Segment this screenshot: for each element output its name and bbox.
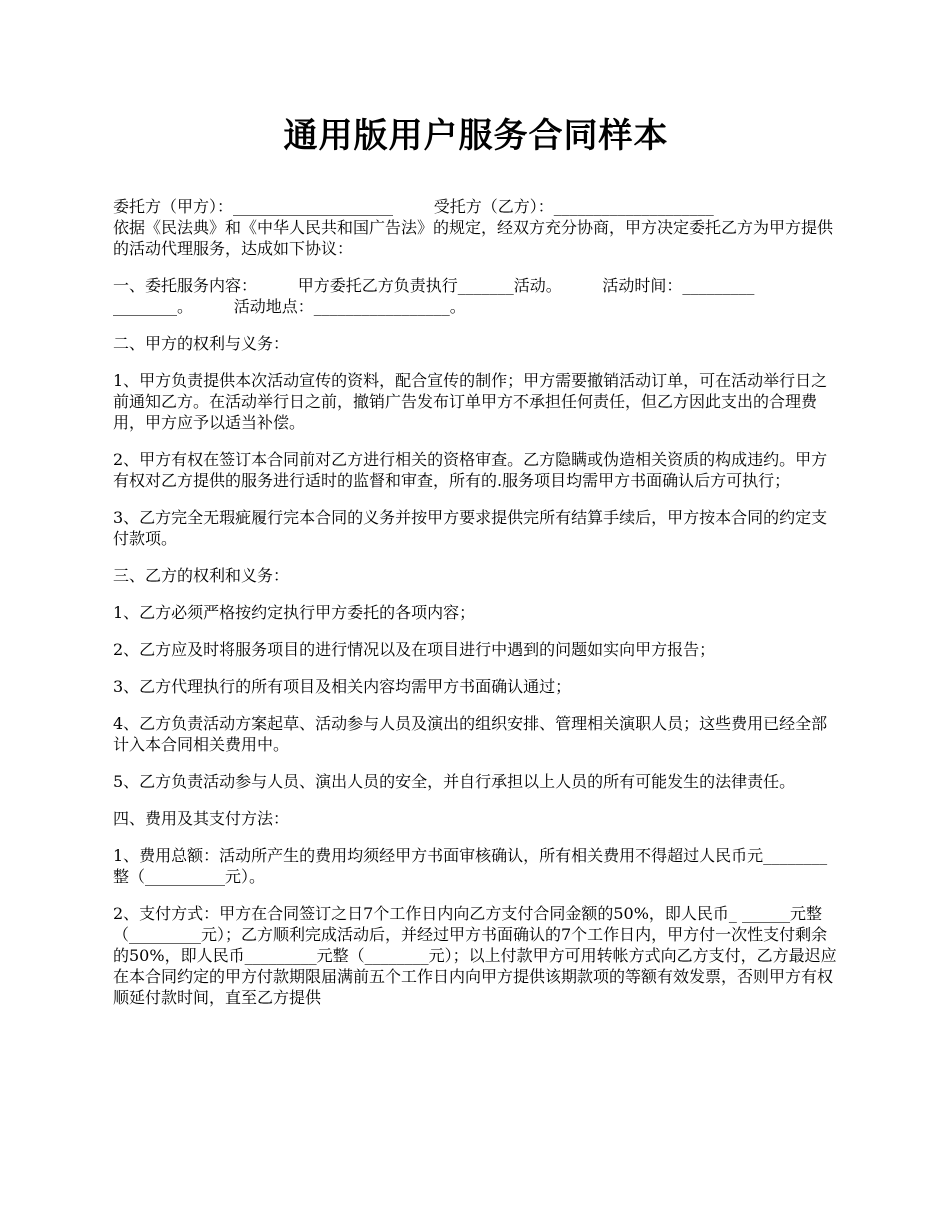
- section-4-item-2: 2、支付方式：甲方在合同签订之日7个工作日内向乙方支付合同金额的50%，即人民币_ ______元整（_________元）；乙方顺利完成活动后，并经过甲方书面确认的7个工作日内，甲方付一次性支付剩余的50%，即人民币_________元整（________元）；以上付款甲方可用转帐方式向乙方支付，乙方最迟应在本合同约定的甲方付款期限届满前五个工作日内向甲方提供该期款项的等额有效发票，否则甲方有权顺延付款时间，直至乙方提供: [113, 904, 837, 1007]
- section-2-item-1: 1、甲方负责提供本次活动宣传的资料，配合宣传的制作；甲方需要撤销活动订单，可在活动举行日之前通知乙方。在活动举行日之前，撤销广告发布订单甲方不承担任何责任，但乙方因此支出的合理费用，甲方应予以适当补偿。: [113, 371, 828, 432]
- section-2-heading: 二、甲方的权利与义务：: [113, 334, 290, 353]
- section-3-item-3: 3、乙方代理执行的所有项目及相关内容均需甲方书面确认通过；: [113, 677, 572, 696]
- section-3-item-2: 2、乙方应及时将服务项目的进行情况以及在项目进行中遇到的问题如实向甲方报告；: [113, 640, 716, 659]
- section-1-service-content: 一、委托服务内容： 甲方委托乙方负责执行_______活动。 活动时间：_________ ________。 活动地点：_________________。: [113, 276, 760, 316]
- document-title: 通用版用户服务合同样本: [283, 116, 669, 156]
- preamble-paragraph: 依据《民法典》和《中华人民共和国广告法》的规定，经双方充分协商，甲方决定委托乙方为甲方提供的活动代理服务，达成如下协议：: [113, 218, 834, 258]
- section-4-heading: 四、费用及其支付方法：: [113, 809, 290, 828]
- section-3-heading: 三、乙方的权利和义务：: [113, 566, 290, 585]
- document-page: [113, 110, 839, 1024]
- section-2-item-3: 3、乙方完全无瑕疵履行完本合同的义务并按甲方要求提供完所有结算手续后，甲方按本合同的约定支付款项。: [113, 508, 828, 548]
- section-3-item-1: 1、乙方必须严格按约定执行甲方委托的各项内容；: [113, 603, 476, 622]
- section-3-item-5: 5、乙方负责活动参与人员、演出人员的安全，并自行承担以上人员的所有可能发生的法律责任。: [113, 772, 796, 791]
- section-4-item-1: 1、费用总额：活动所产生的费用均须经甲方书面审核确认，所有相关费用不得超过人民币元________整（__________元）。: [113, 846, 828, 886]
- section-3-item-4: 4、乙方负责活动方案起草、活动参与人员及演出的组织安排、管理相关演职人员；这些费用已经全部计入本合同相关费用中。: [113, 714, 828, 754]
- section-2-item-2: 2、甲方有权在签订本合同前对乙方进行相关的资格审查。乙方隐瞒或伪造相关资质的构成违约。甲方有权对乙方提供的服务进行适时的监督和审查，所有的.服务项目均需甲方书面确认后方可执行；: [113, 450, 828, 490]
- parties-line: 委托方（甲方）：____________________ 受托方（乙方）：____________________: [113, 197, 714, 216]
